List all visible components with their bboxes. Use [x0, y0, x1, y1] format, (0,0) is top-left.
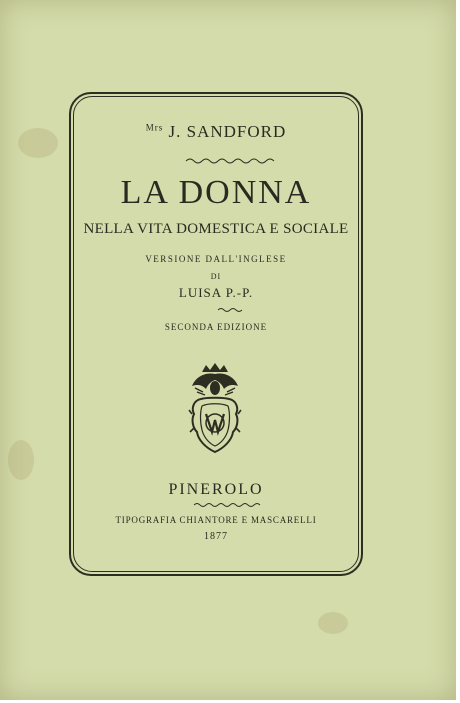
- publication-year: 1877: [204, 531, 228, 542]
- translation-note: VERSIONE DALL'INGLESE: [145, 254, 287, 264]
- paper-stain: [318, 612, 348, 634]
- ornament-divider-bottom: [0, 499, 460, 511]
- ornament-divider-small: [0, 304, 460, 316]
- ornament-divider: [0, 155, 460, 167]
- paper-stain: [18, 128, 58, 158]
- book-title: LA DONNA: [120, 174, 312, 211]
- by-word: DI: [210, 272, 222, 281]
- author-name: J. SANDFORD: [168, 122, 287, 141]
- translator-name: LUISA P.-P.: [178, 285, 254, 300]
- author-prefix: Mrs: [145, 122, 164, 133]
- printer-name: TIPOGRAFIA CHIANTORE E MASCARELLI: [115, 515, 317, 525]
- paper-stain: [8, 440, 34, 480]
- edition-label: SECONDA EDIZIONE: [164, 322, 268, 332]
- publication-city: PINEROLO: [168, 481, 264, 498]
- author-line: [73, 122, 359, 142]
- book-subtitle: NELLA VITA DOMESTICA E SOCIALE: [83, 221, 349, 237]
- heraldic-eagle-crest-icon: [188, 362, 242, 456]
